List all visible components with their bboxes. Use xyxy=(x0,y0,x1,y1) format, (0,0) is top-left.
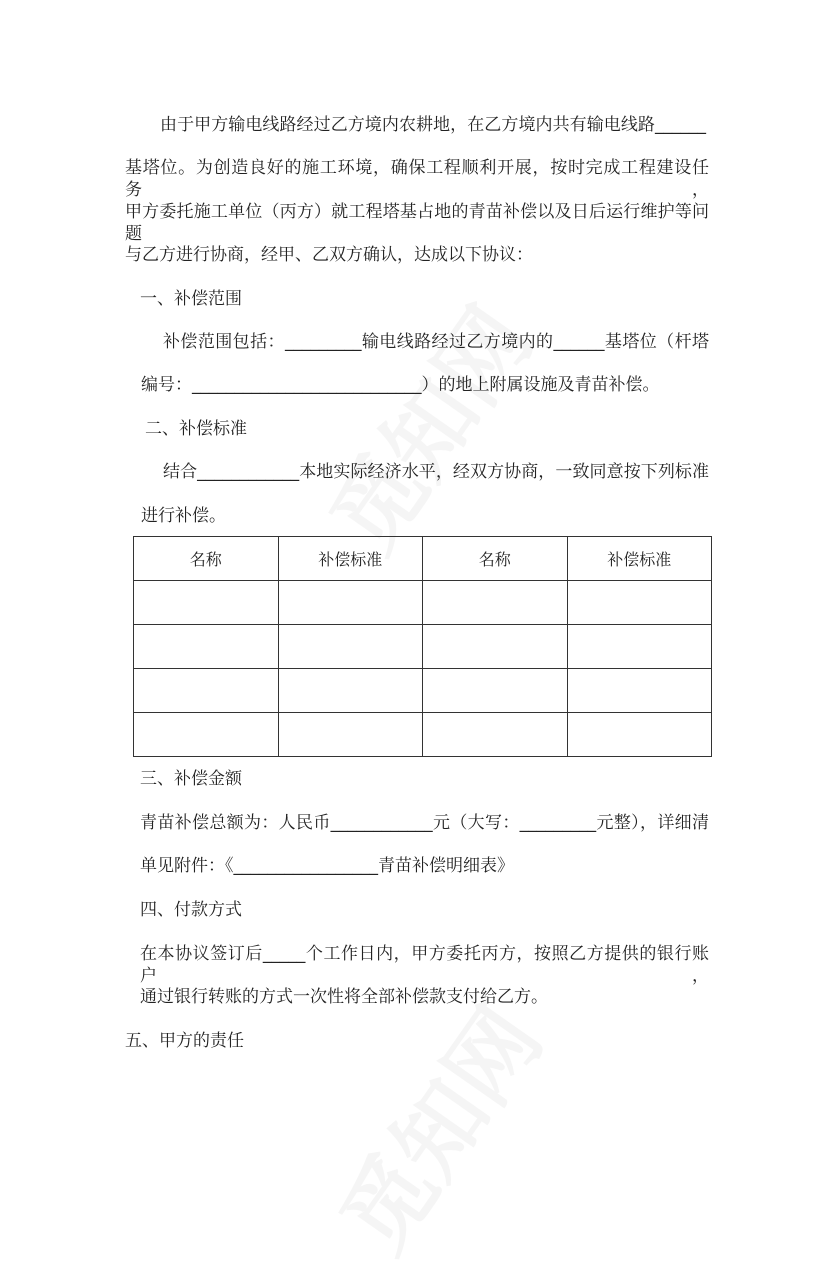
watermark xyxy=(304,977,565,1273)
table-row xyxy=(134,581,712,625)
table-cell xyxy=(423,625,568,669)
intro-line: 与乙方进行协商，经甲、乙双方确认，达成以下协议： xyxy=(125,245,533,265)
table-cell xyxy=(134,581,279,625)
table-header: 名称 xyxy=(134,537,279,581)
table-header: 补偿标准 xyxy=(278,537,423,581)
section-heading: 五、甲方的责任 xyxy=(125,1031,244,1051)
intro-line: 基塔位。为创造良好的施工环境，确保工程顺利开展，按时完成工程建设任务， xyxy=(125,158,709,200)
table-cell xyxy=(134,625,279,669)
table-cell xyxy=(423,581,568,625)
intro-line: 由于甲方输电线路经过乙方境内农耕地，在乙方境内共有输电线路______ xyxy=(160,115,706,135)
section-heading: 三、补偿金额 xyxy=(140,769,242,789)
table-row xyxy=(134,713,712,757)
table-cell xyxy=(567,713,712,757)
table-header: 名称 xyxy=(423,537,568,581)
section-heading: 二、补偿标准 xyxy=(145,419,247,439)
table-row xyxy=(134,625,712,669)
table-cell xyxy=(567,581,712,625)
table-cell xyxy=(278,713,423,757)
paragraph-line: 结合____________本地实际经济水平，经双方协商，一致同意按下列标准 xyxy=(163,462,709,482)
section-heading: 四、付款方式 xyxy=(140,900,242,920)
table-row xyxy=(134,669,712,713)
section-heading: 一、补偿范围 xyxy=(140,289,242,309)
paragraph-line: 青苗补偿总额为：人民币____________元（大写：_________元整），详细清 xyxy=(140,813,709,833)
table-cell xyxy=(278,669,423,713)
table-cell xyxy=(134,713,279,757)
table-cell xyxy=(567,625,712,669)
table-cell xyxy=(278,581,423,625)
paragraph-line: 在本协议签订后_____个工作日内，甲方委托丙方，按照乙方提供的银行账户， xyxy=(140,944,709,986)
paragraph-line: 通过银行转账的方式一次性将全部补偿款支付给乙方。 xyxy=(140,987,548,1007)
intro-line: 甲方委托施工单位（丙方）就工程塔基占地的青苗补偿以及日后运行维护等问题 xyxy=(125,202,709,244)
paragraph-line: 编号：___________________________）的地上附属设施及青苗补偿。 xyxy=(141,375,660,395)
table-header: 补偿标准 xyxy=(567,537,712,581)
compensation-table xyxy=(133,536,712,757)
table-cell xyxy=(134,669,279,713)
paragraph-line: 进行补偿。 xyxy=(141,506,226,526)
watermark xyxy=(294,277,555,573)
paragraph-line: 补偿范围包括：_________输电线路经过乙方境内的______基塔位（杆塔 xyxy=(163,332,709,352)
table-cell xyxy=(423,669,568,713)
table-cell xyxy=(423,713,568,757)
table-cell xyxy=(278,625,423,669)
table-cell xyxy=(567,669,712,713)
paragraph-line: 单见附件：《_________________青苗补偿明细表》 xyxy=(140,856,514,876)
